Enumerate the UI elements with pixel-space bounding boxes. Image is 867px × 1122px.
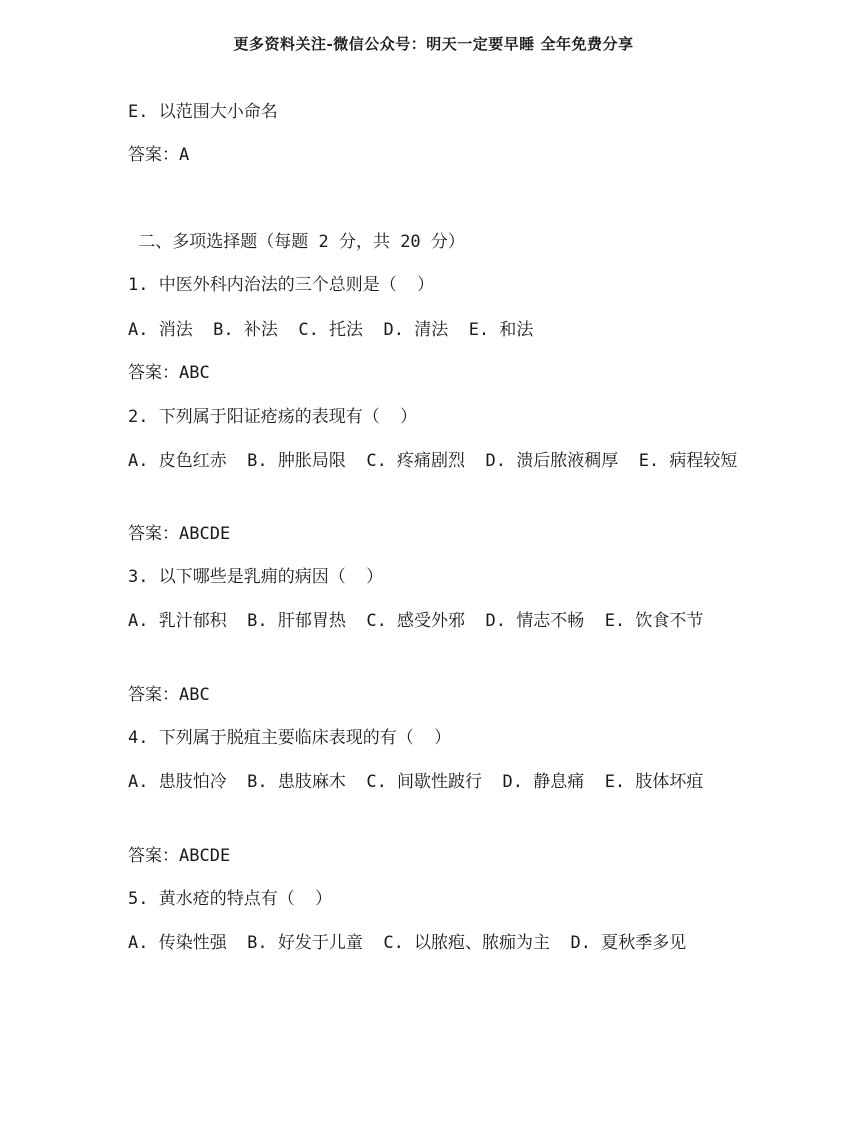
answer-line: 答案：ABCDE [128, 524, 231, 544]
option-line: E. 以范围大小命名 [128, 102, 278, 122]
option-line: A. 传染性强 B. 好发于儿童 C. 以脓疱、脓痂为主 D. 夏秋季多见 [128, 933, 687, 953]
option-line: A. 患肢怕冷 B. 患肢麻木 C. 间歇性跛行 D. 静息痛 E. 肢体坏疽 [128, 772, 704, 792]
answer-line: 答案：A [128, 145, 190, 165]
page-header: 更多资料关注-微信公众号：明天一定要早睡 全年免费分享 [233, 35, 634, 53]
answer-line: 答案：ABCDE [128, 846, 231, 866]
option-line: A. 消法 B. 补法 C. 托法 D. 清法 E. 和法 [128, 320, 534, 340]
answer-line: 答案：ABC [128, 685, 210, 705]
option-line: A. 乳汁郁积 B. 肝郁胃热 C. 感受外邪 D. 情志不畅 E. 饮食不节 [128, 611, 704, 631]
answer-line: 答案：ABC [128, 363, 210, 383]
question-line: 1. 中医外科内治法的三个总则是（ ） [128, 275, 435, 295]
question-line: 5. 黄水疮的特点有（ ） [128, 889, 333, 909]
section-heading: 二、多项选择题（每题 2 分，共 20 分） [128, 232, 465, 252]
option-line: A. 皮色红赤 B. 肿胀局限 C. 疼痛剧烈 D. 溃后脓液稠厚 E. 病程较短 [128, 451, 738, 471]
question-line: 4. 下列属于脱疽主要临床表现的有（ ） [128, 728, 452, 748]
question-line: 2. 下列属于阳证疮疡的表现有（ ） [128, 407, 418, 427]
question-line: 3. 以下哪些是乳痈的病因（ ） [128, 567, 384, 587]
